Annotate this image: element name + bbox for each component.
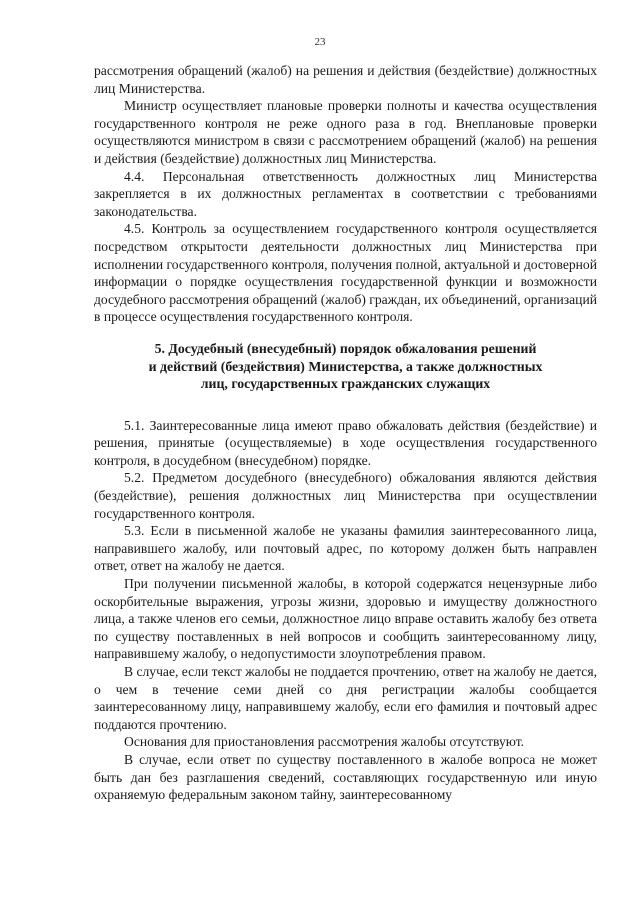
paragraph: 5.3. Если в письменной жалобе не указаны фамилия заинтересованного лица, направившего жалобу, или почтовый адрес, по которому должен быть направлен ответ, ответ на жалобу не дается. <box>94 523 597 574</box>
paragraph: Министр осуществляет плановые проверки полноты и качества осуществления государственного контроля не реже одного раза в год. Внеплановые проверки осуществляются министром в связи с рассмотрением обращений (жалоб) на решения и действия (бездействие) должностных лиц Министерства. <box>94 98 597 166</box>
paragraph: 5.2. Предметом досудебного (внесудебного) обжалования являются действия (бездействие), решения должностных лиц Министерства при осуществлении государственного контроля. <box>94 470 597 521</box>
page-number: 23 <box>314 36 326 48</box>
paragraph: 4.4. Персональная ответственность должностных лиц Министерства закрепляется в их должностных регламентах в соответствии с требованиями законодательства. <box>94 168 597 219</box>
paragraph: При получении письменной жалобы, в которой содержатся нецензурные либо оскорбительные выражения, угрозы жизни, здоровью и имуществу должностного лица, а также членов его семьи, должностное лицо вправе оставить жалобу без ответа по существу поставленных в ней вопросов и сообщить заинтересованному лицу, направившему жалобу, о недопустимости злоупотребления правом. <box>94 576 597 662</box>
paragraph: 4.5. Контроль за осуществлением государственного контроля осуществляется посредством открытости деятельности должностных лиц Министерства при исполнении государственного контроля, получения полной, актуальной и достоверной информации о порядке осуществления государственной функции и возможности досудебного рассмотрения обращений (жалоб) граждан, их объединений, организаций в процессе осуществления государственного контроля. <box>94 221 597 325</box>
paragraph: Основания для приостановления рассмотрения жалобы отсутствуют. <box>124 734 525 750</box>
section-heading <box>94 340 597 393</box>
section-heading-line: лиц, государственных гражданских служащих <box>200 376 491 392</box>
paragraph: В случае, если ответ по существу поставленного в жалобе вопроса не может быть дан без разглашения сведений, составляющих государственную или иную охраняемую федеральным законом тайну, заинтересованному <box>94 751 597 803</box>
paragraph: 5.1. Заинтересованные лица имеют право обжаловать действия (бездействие) и решения, принятые (осуществляемые) в ходе осуществления государственного контроля, в досудебном (внесудебном) порядке. <box>94 417 597 468</box>
paragraph: рассмотрения обращений (жалоб) на решения и действия (бездействие) должностных лиц Министерства. <box>94 63 597 96</box>
paragraph: В случае, если текст жалобы не поддается прочтению, ответ на жалобу не дается, о чем в течение семи дней со дня регистрации жалобы сообщается заинтересованному лицу, направившему жалобу, если его фамилия и почтовый адрес поддаются прочтению. <box>94 664 597 732</box>
document-body <box>94 62 597 804</box>
section-heading-line: 5. Досудебный (внесудебный) порядок обжалования решений <box>154 340 537 356</box>
section-heading-line: и действий (бездействия) Министерства, а также должностных <box>148 358 543 374</box>
